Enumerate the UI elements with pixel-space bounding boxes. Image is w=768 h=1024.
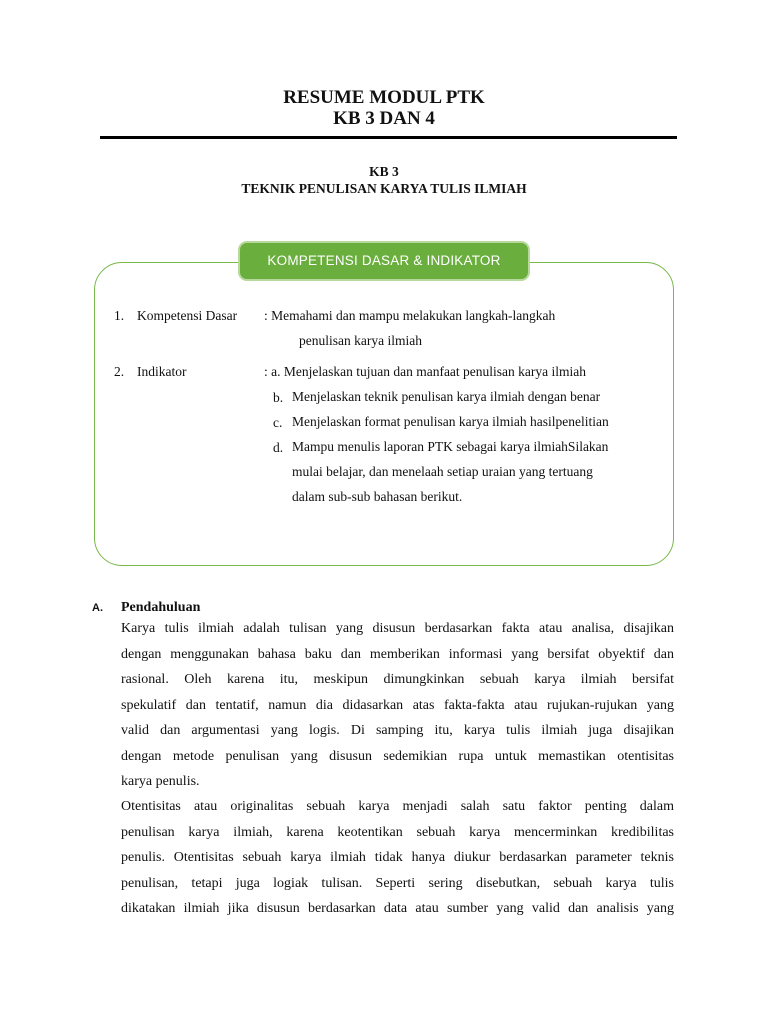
indicator-b-marker: b.	[273, 390, 284, 405]
indicator-b: Menjelaskan teknik penulisan karya ilmiah dengan benar	[292, 389, 601, 404]
section-title: Pendahuluan	[121, 600, 201, 615]
item-number-1: 1.	[114, 308, 125, 323]
item-number-2: 2.	[114, 364, 125, 379]
paragraph-line: Otentisitas atau originalitas sebuah karya menjadi salah satu faktor penting dalam	[121, 799, 674, 814]
kb-title: TEKNIK PENULISAN KARYA TULIS ILMIAH	[241, 181, 527, 196]
paragraph-2	[121, 798, 674, 926]
paragraph-line: dengan menggunakan bahasa baku dan memberikan informasi yang bersifat obyektif dan	[121, 646, 674, 662]
indicator-a: : a. Menjelaskan tujuan dan manfaat penulisan karya ilmiah	[264, 364, 587, 379]
indicator-c: Menjelaskan format penulisan karya ilmiah hasilpenelitian	[292, 414, 609, 429]
indicator-d-marker: d.	[273, 440, 284, 455]
competency-label: Kompetensi Dasar	[137, 308, 238, 323]
indicator-d-line2: mulai belajar, dan menelaah setiap uraian yang tertuang	[292, 464, 593, 479]
kb-label: KB 3	[369, 164, 399, 179]
paragraph-line: dikatakan ilmiah jika disusun berdasarkan data atau sumber yang valid dan analisis yang	[121, 901, 674, 916]
indicator-label: Indikator	[137, 364, 187, 379]
paragraph-line: penulisan, tetapi juga logiak tulisan. Seperti sering disebutkan, sebuah karya tulis	[121, 875, 674, 891]
indicator-d-line3: dalam sub-sub bahasan berikut.	[292, 489, 463, 504]
document-title: RESUME MODUL PTK	[283, 87, 485, 108]
paragraph-line: Karya tulis ilmiah adalah tulisan yang disusun berdasarkan fakta atau analisa, disajikan	[121, 621, 674, 636]
paragraph-line: dengan metode penulisan yang disusun sedemikian rupa untuk memastikan otentisitas	[121, 748, 674, 764]
title-divider	[100, 136, 677, 139]
paragraph-line: rasional. Oleh karena itu, meskipun dimungkinkan sebuah karya ilmiah bersifat	[121, 672, 674, 687]
section-letter: A.	[92, 602, 103, 614]
paragraph-line: spekulatif dan tentatif, namun dia didasarkan atas fakta-fakta atau rujukan-rujukan yang	[121, 697, 674, 713]
indicator-d-line1: Mampu menulis laporan PTK sebagai karya ilmiahSilakan	[292, 439, 609, 454]
document-subtitle: KB 3 DAN 4	[333, 108, 435, 129]
indicator-c-marker: c.	[273, 415, 283, 430]
competency-banner: KOMPETENSI DASAR & INDIKATOR	[238, 241, 530, 281]
paragraph-line: penulisan karya ilmiah, karena keotentikan sebuah karya mencerminkan kredibilitas	[121, 824, 674, 840]
paragraph-1	[121, 620, 674, 799]
competency-text-line2: penulisan karya ilmiah	[299, 333, 422, 348]
paragraph-line: valid dan argumentasi yang logis. Di samping itu, karya tulis ilmiah juga disajikan	[121, 723, 674, 738]
paragraph-line: karya penulis.	[121, 774, 200, 789]
paragraph-line: penulis. Otentisitas sebuah karya ilmiah tidak hanya diukur berdasarkan parameter teknis	[121, 850, 674, 865]
competency-text-line1: : Memahami dan mampu melakukan langkah-langkah	[264, 308, 556, 323]
